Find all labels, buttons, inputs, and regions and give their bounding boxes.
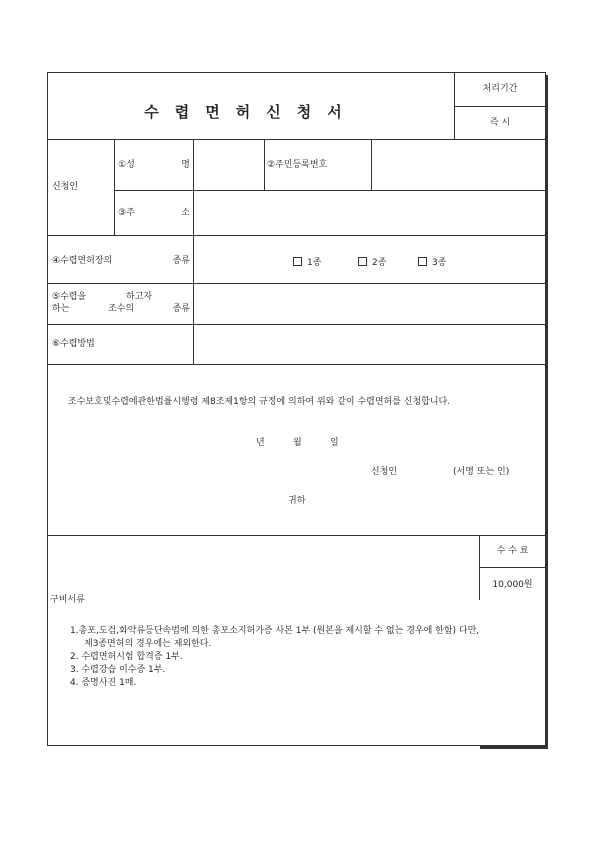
name-label: ①성 명 bbox=[118, 160, 190, 170]
addressee: 귀하 bbox=[288, 496, 306, 506]
checkbox-icon bbox=[293, 257, 302, 266]
required-documents-list bbox=[70, 625, 490, 690]
date-year-label: 년 bbox=[256, 438, 265, 448]
checkbox-icon bbox=[418, 257, 427, 266]
fee-value: 10,000원 bbox=[492, 580, 533, 590]
hunting-method-label: ⑥수렵방법 bbox=[52, 339, 95, 349]
list-item: 2. 수렵면허시험 합격증 1부. bbox=[70, 652, 183, 662]
license-option-2[interactable]: 2종 bbox=[358, 257, 386, 268]
address-label: ③주 소 bbox=[118, 208, 190, 218]
form-title: 수렵면허신청서 bbox=[144, 103, 358, 121]
list-item: 3. 수렵강습 이수증 1부. bbox=[70, 665, 166, 675]
license-type-label: ④수렵면허장의 종류 bbox=[52, 256, 190, 266]
signature-note: (서명 또는 인) bbox=[453, 467, 510, 477]
address-field[interactable] bbox=[199, 207, 539, 221]
date-day-label: 일 bbox=[330, 438, 339, 448]
processing-period-label: 처리기간 bbox=[482, 84, 518, 94]
application-statement: 조수보호및수렵에관한법률시행령 제8조제1항의 규정에 의하여 위와 같이 수렵면허를 신청합니다. bbox=[68, 397, 451, 407]
name-field[interactable] bbox=[199, 161, 259, 175]
processing-period-value: 즉 시 bbox=[489, 118, 511, 128]
required-documents-label: 구비서류 bbox=[50, 595, 85, 605]
target-species-field[interactable] bbox=[199, 297, 539, 311]
list-item: 1.총포,도검,화약류등단속법에 의한 총포소지허가증 사본 1부 (원본을 제시할 수 없는 경우에 한함) 다만, 제3종면허의 경우에는 제외한다. bbox=[70, 626, 480, 649]
hunting-license-application-form bbox=[47, 72, 546, 746]
signature-label: 신청인 bbox=[371, 467, 398, 477]
form-shadow-bottom bbox=[480, 746, 548, 749]
applicant-label: 신청인 bbox=[52, 182, 79, 192]
checkbox-icon bbox=[358, 257, 367, 266]
target-species-label: ⑤수렵을 하고자 하는 조수의 종류 bbox=[52, 292, 190, 314]
hunting-method-field[interactable] bbox=[199, 338, 539, 352]
resident-number-label: ②주민등록번호 bbox=[267, 160, 328, 170]
date-month-label: 월 bbox=[293, 438, 302, 448]
fee-label: 수 수 료 bbox=[496, 546, 529, 556]
license-option-1[interactable]: 1종 bbox=[293, 257, 321, 268]
list-item: 4. 증명사진 1매. bbox=[70, 678, 137, 688]
license-option-3[interactable]: 3종 bbox=[418, 257, 446, 268]
form-shadow-right bbox=[546, 75, 548, 749]
resident-number-field[interactable] bbox=[375, 161, 540, 175]
